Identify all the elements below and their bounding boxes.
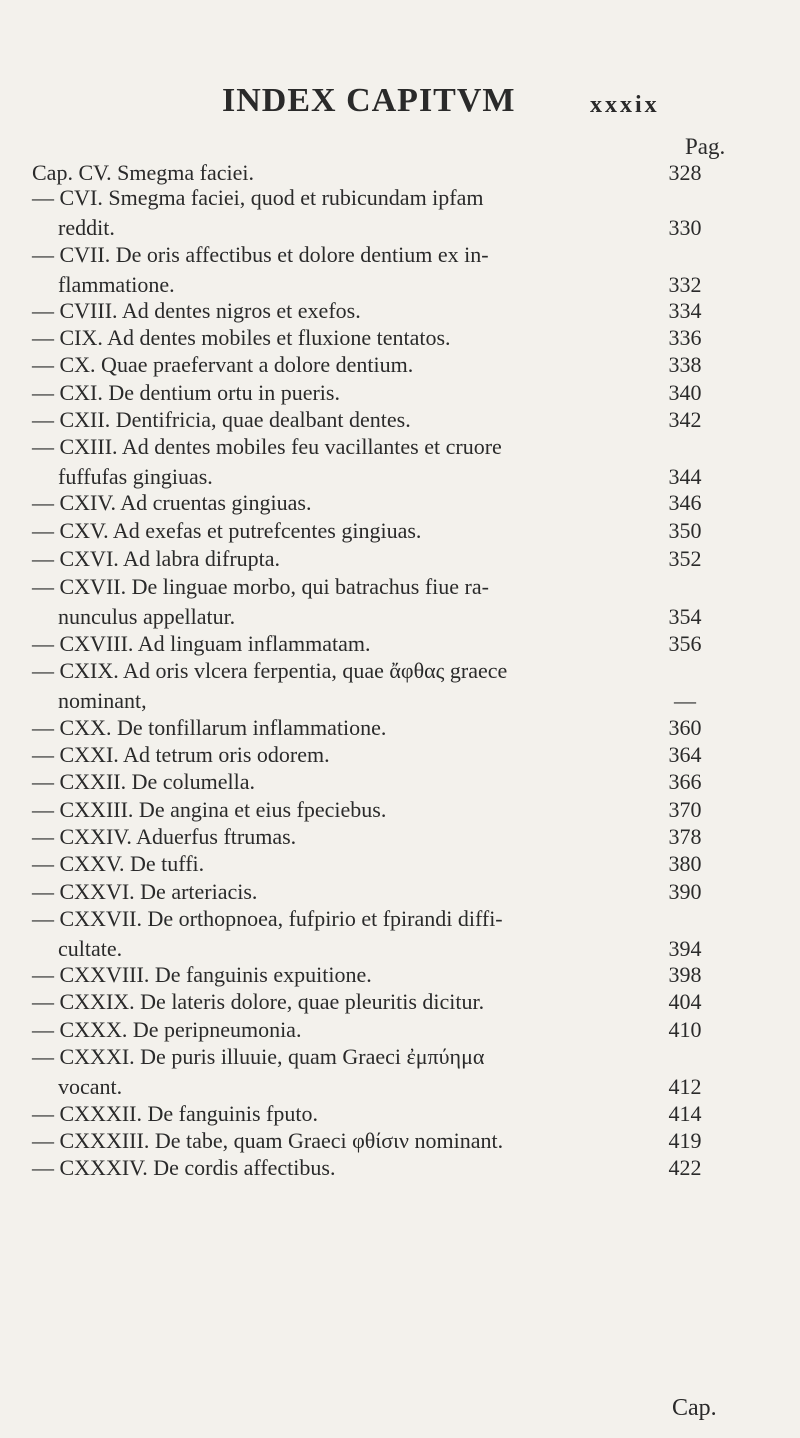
entry-title: — CVIII. Ad dentes nigros et exefos. <box>32 298 361 323</box>
entry-page-number: 330 <box>668 215 702 240</box>
entry-page-number: 404 <box>668 989 702 1014</box>
entry-page-number: 398 <box>668 962 702 987</box>
entry-title: — CXX. De tonfillarum inflammatione. <box>32 715 387 740</box>
entry-page-number: 340 <box>668 380 702 405</box>
entry-title: Cap. CV. Smegma faciei. <box>32 160 254 185</box>
entry-title: — CX. Quae praefervant a dolore dentium. <box>32 352 414 377</box>
entry-page-number: 346 <box>668 490 702 515</box>
pag-column-label: Pag. <box>685 134 726 159</box>
entry-page-number: — <box>674 688 696 713</box>
entry-title: — CXVI. Ad labra difrupta. <box>32 546 281 571</box>
entry-page-number: 414 <box>668 1101 702 1126</box>
entry-title: — CXXXIV. De cordis affectibus. <box>32 1155 336 1180</box>
entry-title: — CXXII. De columella. <box>32 769 255 794</box>
entry-title: — CXVII. De linguae morbo, qui batrachus fiue ra- <box>32 574 489 599</box>
entry-title: — CXXXI. De puris illuuie, quam Graeci ἐμπύημα <box>32 1044 485 1069</box>
entry-title-continuation: vocant. <box>58 1074 123 1099</box>
entry-title-continuation: nominant, <box>58 688 147 713</box>
catchword: Cap. <box>672 1395 717 1421</box>
page-number-roman: xxxix <box>590 92 660 118</box>
entry-page-number: 380 <box>668 851 702 876</box>
entry-title: — CXXXII. De fanguinis fputo. <box>32 1101 318 1126</box>
entry-page-number: 412 <box>668 1074 702 1099</box>
entry-page-number: 360 <box>668 715 702 740</box>
page-header-title: INDEX CAPITVM <box>222 82 516 119</box>
entry-title: — CXIX. Ad oris vlcera ferpentia, quae ἄφθας graece <box>32 658 508 683</box>
entry-title: — CXXIV. Aduerfus ftrumas. <box>32 824 297 849</box>
entry-title: — CXXVI. De arteriacis. <box>32 879 258 904</box>
entry-page-number: 378 <box>668 824 702 849</box>
entry-title-continuation: flammatione. <box>58 272 175 297</box>
entry-title: — CXII. Dentifricia, quae dealbant dentes. <box>32 407 411 432</box>
entry-page-number: 390 <box>668 879 702 904</box>
entry-page-number: 422 <box>668 1155 702 1180</box>
entry-title: — CXXV. De tuffi. <box>32 851 205 876</box>
entry-page-number: 350 <box>668 518 702 543</box>
entry-title: — CXXX. De peripneumonia. <box>32 1017 302 1042</box>
entry-title: — CVI. Smegma faciei, quod et rubicundam ipfam <box>32 185 484 210</box>
entry-page-number: 338 <box>668 352 702 377</box>
entry-title: — CXIII. Ad dentes mobiles feu vacillantes et cruore <box>32 434 502 459</box>
entry-page-number: 419 <box>668 1128 702 1153</box>
entry-page-number: 352 <box>668 546 702 571</box>
entry-title: — CXV. Ad exefas et putrefcentes gingiuas. <box>32 518 422 543</box>
entry-title-continuation: nunculus appellatur. <box>58 604 236 629</box>
entry-page-number: 410 <box>668 1017 702 1042</box>
entry-page-number: 342 <box>668 407 702 432</box>
entry-title: — CXXIII. De angina et eius fpeciebus. <box>32 797 387 822</box>
entry-title: — CXXIX. De lateris dolore, quae pleuritis dicitur. <box>32 989 485 1014</box>
entry-title: — CXXVII. De orthopnoea, fufpirio et fpirandi diffi- <box>32 906 503 931</box>
entry-page-number: 366 <box>668 769 702 794</box>
entry-title-continuation: cultate. <box>58 936 123 961</box>
entry-title: — CIX. Ad dentes mobiles et fluxione tentatos. <box>32 325 451 350</box>
entry-page-number: 336 <box>668 325 702 350</box>
entry-title: — CXXI. Ad tetrum oris odorem. <box>32 742 330 767</box>
entry-title: — CXXXIII. De tabe, quam Graeci φθίσιν nominant. <box>32 1128 504 1153</box>
entry-title: — CVII. De oris affectibus et dolore dentium ex in- <box>32 242 489 267</box>
entry-page-number: 354 <box>668 604 702 629</box>
entry-page-number: 394 <box>668 936 702 961</box>
entry-title: — CXVIII. Ad linguam inflammatam. <box>32 631 371 656</box>
entry-page-number: 370 <box>668 797 702 822</box>
entry-title: — CXI. De dentium ortu in pueris. <box>32 380 340 405</box>
entry-page-number: 332 <box>668 272 702 297</box>
entry-title: — CXIV. Ad cruentas gingiuas. <box>32 490 312 515</box>
entry-page-number: 334 <box>668 298 702 323</box>
entry-title: — CXXVIII. De fanguinis expuitione. <box>32 962 372 987</box>
entry-page-number: 364 <box>668 742 702 767</box>
entry-page-number: 328 <box>668 160 702 185</box>
entry-page-number: 356 <box>668 631 702 656</box>
entry-page-number: 344 <box>668 464 702 489</box>
entry-title-continuation: fuffufas gingiuas. <box>58 464 213 489</box>
entry-title-continuation: reddit. <box>58 215 115 240</box>
